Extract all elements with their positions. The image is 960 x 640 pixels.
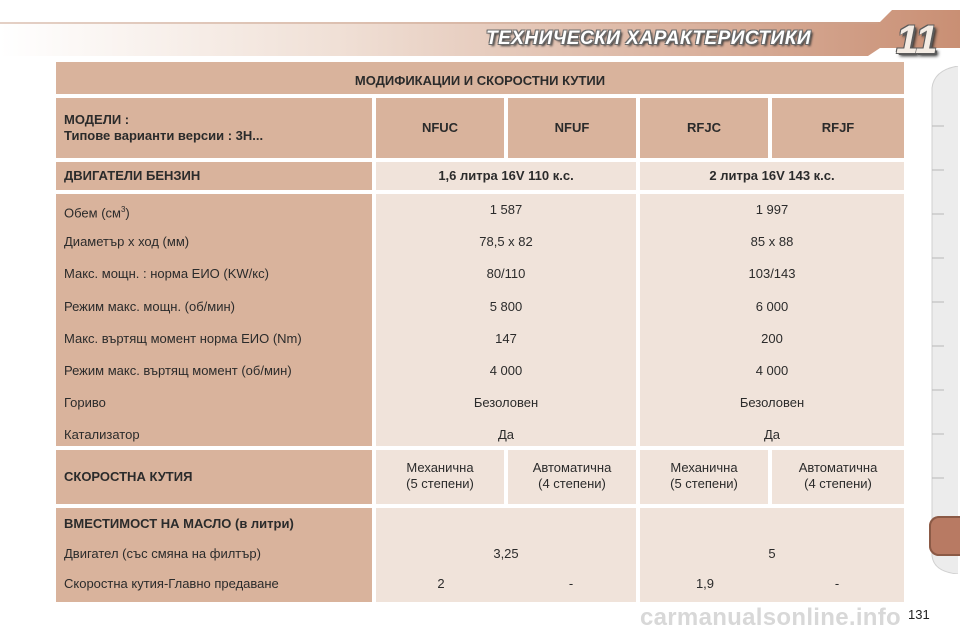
oil-gear-value: - xyxy=(834,576,840,591)
spec-value: 1 997 xyxy=(755,202,789,217)
models-label xyxy=(56,98,372,158)
spec-label-sup: 3 xyxy=(120,205,126,214)
spec-label-catalyst: Катализатор xyxy=(64,427,140,443)
page-title: ТЕХНИЧЕСКИ ХАРАКТЕРИСТИКИ xyxy=(486,28,812,49)
active-chapter-tab[interactable] xyxy=(929,516,960,556)
spec-value: 85 x 88 xyxy=(750,234,794,250)
models-label-line2: Типове варианти версии : 3H... xyxy=(64,128,264,143)
spec-value: 4 000 xyxy=(755,362,789,378)
spec-value: 78,5 x 82 xyxy=(479,234,533,250)
oil-values-engine-2 xyxy=(640,508,904,602)
spec-value: Безоловен xyxy=(473,395,539,411)
page-number: 131 xyxy=(908,607,930,622)
engines-label: ДВИГАТЕЛИ БЕНЗИН xyxy=(56,162,372,190)
gearbox-type: Автоматична xyxy=(798,460,878,475)
spec-value: Да xyxy=(763,427,781,443)
model-rfjf: RFJF xyxy=(772,98,904,158)
spec-label-displacement xyxy=(64,202,372,234)
spec-label-torque-rpm: Режим макс. въртящ момент (об/мин) xyxy=(64,362,292,378)
spec-values-engine-2 xyxy=(640,194,904,446)
spec-value: 147 xyxy=(495,330,517,346)
spec-label-fuel: Гориво xyxy=(64,395,106,411)
oil-engine-value: 5 xyxy=(768,546,776,561)
oil-engine-label: Двигател (със смяна на филтър) xyxy=(64,546,261,561)
spec-labels xyxy=(56,194,372,446)
model-nfuf: NFUF xyxy=(508,98,636,158)
model-rfjc: RFJC xyxy=(640,98,768,158)
table-title: МОДИФИКАЦИИ И СКОРОСТНИ КУТИИ xyxy=(56,62,904,94)
oil-capacity-title: ВМЕСТИМОСТ НА МАСЛО (в литри) xyxy=(64,516,294,531)
spec-label-max-torque: Макс. въртящ момент норма ЕИО (Nm) xyxy=(64,330,302,346)
spec-label-bore-stroke: Диаметър х ход (мм) xyxy=(64,234,190,250)
gearbox-type: Автоматична xyxy=(532,460,612,475)
model-nfuc: NFUC xyxy=(376,98,504,158)
spec-label-end: ) xyxy=(125,205,130,221)
gearbox-gears: (4 степени) xyxy=(804,476,872,491)
gearbox-rfjf xyxy=(772,450,904,504)
spec-values-engine-1 xyxy=(376,194,636,446)
gearbox-gears: (4 степени) xyxy=(538,476,606,491)
spec-value: 4 000 xyxy=(489,362,523,378)
gearbox-nfuc xyxy=(376,450,504,504)
spec-label-max-power: Макс. мощн. : норма ЕИО (KW/кс) xyxy=(64,266,269,282)
chapter-number-badge: 11 xyxy=(896,18,938,62)
gearbox-type: Механична xyxy=(670,460,738,475)
models-label-line1: МОДЕЛИ : xyxy=(64,112,130,127)
tab-strip-shape xyxy=(928,66,960,574)
spec-value: 200 xyxy=(761,330,783,346)
gearbox-rfjc xyxy=(640,450,768,504)
chapter-header xyxy=(0,8,960,62)
gearbox-gears: (5 степени) xyxy=(670,476,738,491)
spec-value: Да xyxy=(497,427,515,443)
spec-value: 5 800 xyxy=(489,298,523,314)
oil-gear-value: 2 xyxy=(437,576,445,591)
spec-label-text: Обем (см xyxy=(64,205,121,221)
spec-label-power-rpm: Режим макс. мощн. (об/мин) xyxy=(64,298,236,314)
spec-value: Безоловен xyxy=(739,395,805,411)
engine-2-0: 2 литра 16V 143 к.с. xyxy=(640,162,904,190)
oil-gearbox-label: Скоростна кутия-Главно предаване xyxy=(64,576,279,591)
spec-value: 1 587 xyxy=(489,202,523,217)
spec-value: 80/110 xyxy=(486,266,526,282)
oil-gear-value: 1,9 xyxy=(695,576,715,591)
engine-1-6: 1,6 литра 16V 110 к.с. xyxy=(376,162,636,190)
gearbox-gears: (5 степени) xyxy=(406,476,474,491)
chapter-tab-strip xyxy=(928,66,960,574)
gearbox-type: Механична xyxy=(406,460,474,475)
watermark: carmanualsonline.info xyxy=(640,604,902,631)
gearbox-label: СКОРОСТНА КУТИЯ xyxy=(56,450,372,504)
header-banner-shape xyxy=(0,8,960,58)
oil-gear-value: - xyxy=(568,576,574,591)
oil-engine-value: 3,25 xyxy=(493,546,519,561)
oil-capacity-labels xyxy=(56,508,372,602)
spec-value: 6 000 xyxy=(755,298,789,314)
oil-values-engine-1 xyxy=(376,508,636,602)
gearbox-nfuf xyxy=(508,450,636,504)
spec-value: 103/143 xyxy=(748,266,796,282)
